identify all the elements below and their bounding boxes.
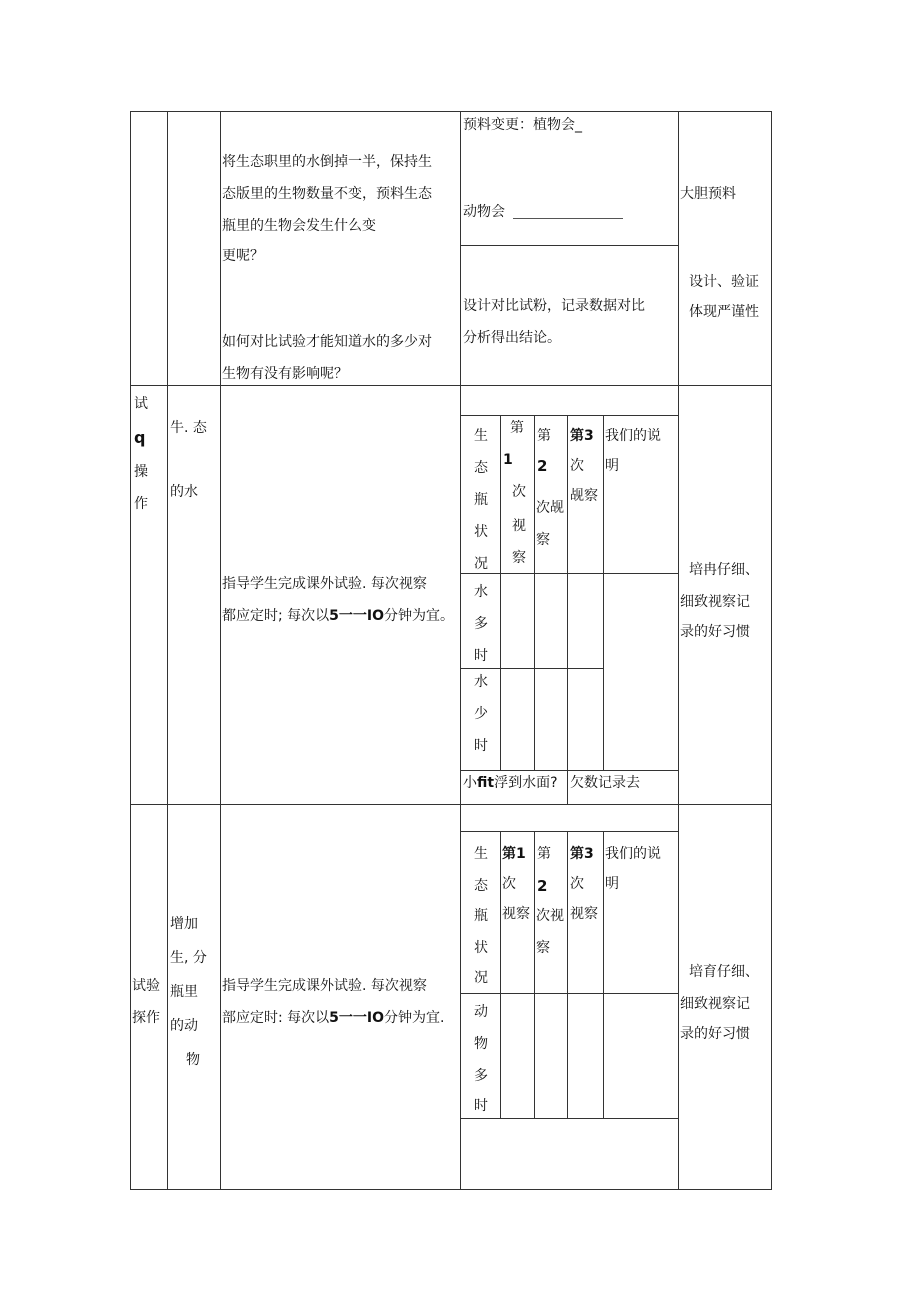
section-label: 试验 — [132, 978, 160, 994]
footer-part: fit — [477, 775, 495, 791]
intent-text: 培育仔细、 — [689, 964, 759, 980]
section-label: 探作 — [132, 1010, 160, 1026]
grid-line — [130, 111, 772, 112]
row-label: 动 — [474, 1004, 488, 1020]
row-label: 物 — [474, 1036, 488, 1052]
intent-text: 大胆预料 — [680, 186, 736, 202]
text-line: 生物有没有影响呢？ — [222, 366, 348, 382]
header-cell: 察 — [536, 532, 550, 548]
header-cell: 态 — [474, 460, 488, 476]
header-cell: 我们的说 — [605, 846, 661, 862]
header-cell: 第3 — [570, 846, 594, 862]
text-line: 态版里的生物数量不变，预料生态 — [222, 186, 432, 202]
design-text: 设计对比试粉，记录数据对比 — [463, 298, 645, 314]
intent-text: 培冉仔细、 — [689, 562, 759, 578]
header-cell: 视察 — [570, 906, 598, 922]
grid-line — [678, 111, 679, 1190]
header-cell: 态 — [474, 878, 488, 894]
section-label: 操 — [134, 464, 148, 480]
guide-text — [222, 1008, 444, 1028]
topic-label: 增加 — [170, 916, 198, 932]
header-cell: 我们的说 — [605, 428, 661, 444]
text-line: 瓶里的生物会发生什么变 — [222, 218, 376, 234]
grid-line — [603, 415, 604, 770]
header-cell: 第1 — [502, 846, 526, 862]
grid-line — [460, 1118, 678, 1119]
guide-text: 指导学生完成课外试验. 每次视察 — [222, 576, 427, 592]
grid-line — [500, 415, 501, 770]
guide-part: 都应定时; 每次以 — [222, 608, 330, 624]
row-label: 时 — [474, 1098, 488, 1114]
grid-line — [220, 111, 221, 1190]
header-cell: 第 — [537, 428, 551, 444]
header-cell: 第3 — [570, 428, 594, 444]
guide-part: 5一一IO — [329, 1010, 385, 1026]
header-cell: 状 — [474, 940, 488, 956]
grid-line — [534, 831, 535, 1118]
header-cell: 次 — [512, 484, 526, 500]
grid-line — [130, 385, 772, 386]
grid-line — [534, 415, 535, 770]
header-cell: 次视 — [536, 908, 564, 924]
topic-label: 瓶里 — [170, 984, 198, 1000]
footer-part: 小 — [463, 775, 477, 791]
intent-text: 设计、验证 — [689, 274, 759, 290]
grid-line — [460, 245, 678, 246]
grid-line — [460, 993, 678, 994]
header-cell: 次 — [570, 458, 584, 474]
grid-line — [500, 831, 501, 1118]
grid-line — [460, 831, 678, 832]
intent-text: 细致视察记 — [680, 996, 750, 1012]
header-cell: 第 — [537, 846, 551, 862]
row-label: 时 — [474, 738, 488, 754]
text-line: 如何对比试验才能知道水的多少对 — [222, 334, 432, 350]
section-label: 作 — [134, 496, 148, 512]
topic-label: 牛. 态 — [170, 420, 207, 436]
intent-text: 细致视察记 — [680, 594, 750, 610]
header-cell: 况 — [474, 556, 488, 572]
section-label: 试 — [134, 396, 148, 412]
header-cell: 次 — [570, 876, 584, 892]
header-cell: 视 — [512, 518, 526, 534]
row-label: 多 — [474, 616, 488, 632]
grid-line — [567, 831, 568, 1118]
grid-line — [567, 415, 568, 804]
grid-line — [460, 668, 603, 669]
row-label: 水 — [474, 674, 488, 690]
header-cell: 视察 — [502, 906, 530, 922]
intent-text: 录的好习惯 — [680, 1026, 750, 1042]
blank-line — [513, 218, 623, 219]
predict-animal: 动物会 — [463, 204, 505, 220]
row-label: 少 — [474, 706, 488, 722]
predict-plant: 预料变更：植物会_ — [463, 117, 582, 133]
grid-line — [460, 111, 461, 1190]
grid-line — [130, 111, 131, 1190]
grid-line — [167, 111, 168, 1190]
row-label: 水 — [474, 584, 488, 600]
guide-part: 5一一IO — [329, 608, 385, 624]
footer-part: 浮到水面? — [494, 775, 558, 791]
grid-line — [460, 573, 678, 574]
design-text: 分析得出结论。 — [463, 330, 561, 346]
header-cell: 瓶 — [474, 492, 488, 508]
guide-text: 指导学生完成课外试验. 每次视察 — [222, 978, 427, 994]
row-label: 时 — [474, 648, 488, 664]
header-cell: 明 — [605, 876, 619, 892]
header-cell: 生 — [474, 846, 488, 862]
guide-text — [222, 606, 454, 626]
grid-line — [130, 1189, 772, 1190]
grid-line — [603, 831, 604, 1118]
header-cell: 况 — [474, 970, 488, 986]
intent-text: 体现严谨性 — [689, 304, 759, 320]
header-cell: 生 — [474, 428, 488, 444]
header-cell: 2 — [537, 877, 548, 895]
topic-label: 的水 — [170, 484, 198, 500]
header-cell: 瓶 — [474, 908, 488, 924]
grid-line — [771, 111, 772, 1190]
topic-label: 生, 分 — [170, 950, 207, 966]
header-cell: 2 — [537, 457, 548, 475]
header-cell: 第 — [510, 420, 524, 436]
grid-line — [460, 770, 678, 771]
header-cell: 明 — [605, 458, 619, 474]
header-cell: 察 — [512, 550, 526, 566]
text-line: 更呢？ — [222, 248, 264, 264]
guide-part: 部应定时: 每次以 — [222, 1010, 330, 1026]
topic-label: 的动 — [170, 1018, 198, 1034]
grid-line — [460, 415, 678, 416]
footer-note: 欠数记录去 — [570, 775, 640, 791]
header-cell: 1 — [503, 452, 513, 468]
header-cell: 次觇 — [536, 500, 564, 516]
header-cell: 次 — [502, 876, 516, 892]
header-cell: 察 — [536, 940, 550, 956]
grid-line — [130, 804, 772, 805]
guide-part: 分钟为宜。 — [384, 608, 455, 624]
section-label: q — [134, 428, 146, 447]
footer-question — [463, 773, 558, 793]
row-label: 多 — [474, 1068, 488, 1084]
header-cell: 状 — [474, 524, 488, 540]
guide-part: 分钟为宜. — [384, 1010, 445, 1026]
text-line: 将生态职里的水倒掉一半，保持生 — [222, 154, 432, 170]
header-cell: 觇察 — [570, 488, 598, 504]
topic-label: 物 — [186, 1052, 200, 1068]
intent-text: 录的好习惯 — [680, 624, 750, 640]
